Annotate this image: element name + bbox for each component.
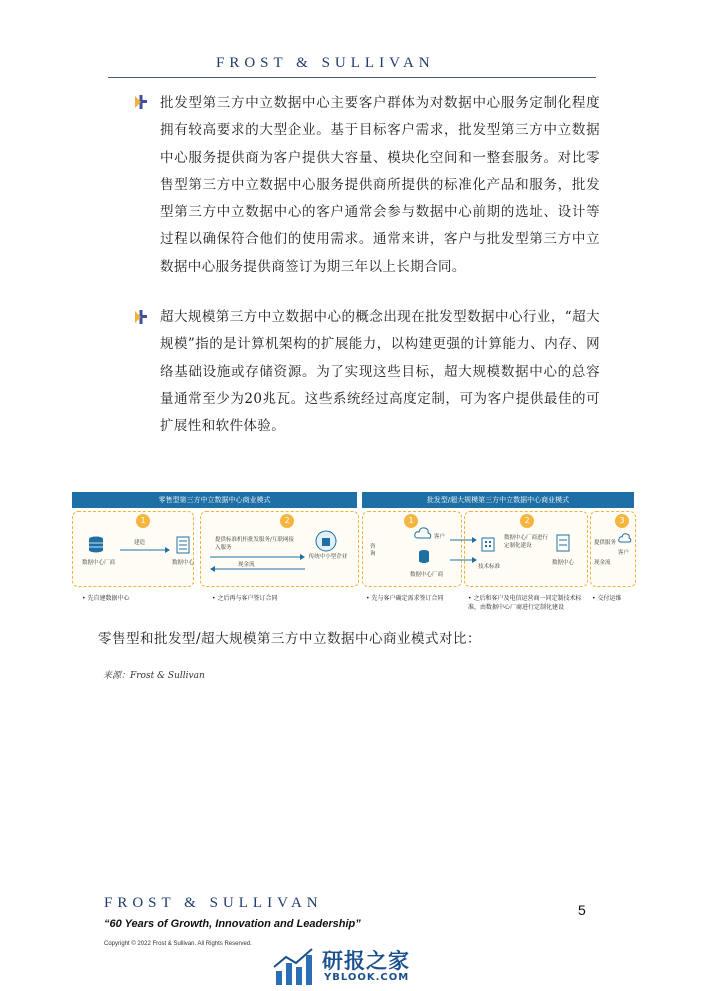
wholesale-note-2: • 之后和客户及电信运营商一同定制技术标准，由数据中心厂商进行定制化建设 <box>468 595 582 611</box>
tech-standard-label: 技术标准 <box>478 564 501 570</box>
retail-note-1: • 先自建数据中心 <box>82 595 130 602</box>
footer-tagline: “60 Years of Growth, Innovation and Leadership” <box>104 918 361 930</box>
provide-service-label: 提供服务 <box>594 540 617 546</box>
sme-label: 传统中小型企业 <box>308 554 348 560</box>
bullet-icon <box>134 95 148 109</box>
dc-vendor-label: 数据中心厂商 <box>410 572 444 578</box>
cashflow-label: 现金流 <box>594 560 611 566</box>
build-label: 建造 <box>134 540 146 546</box>
server-icon <box>556 534 570 552</box>
paragraph-wholesale: 批发型第三方中立数据中心主要客户群体为对数据中心服务定制化程度拥有较高要求的大型企业。基于目标客户需求，批发型第三方中立数据中心服务提供商为客户提供大容量、模块化空间和一整套服务。对比零售型第三方中立数据中心服务提供商所提供的标准化产品和服务，批发型第三方中立数据中心的客户通常会参与数据中心前期的选址、设计等过程以确保符合他们的使用需求。通常来讲，客户与批发型第三方中立数据中心服务提供商签订为期三年以上长期合同。 <box>160 95 600 275</box>
cloud-customer-icon <box>618 532 632 544</box>
database-icon <box>418 550 430 564</box>
wholesale-step3-panel <box>590 511 636 587</box>
database-icon <box>88 536 104 554</box>
arrows-icon <box>450 536 478 566</box>
retail-model-title: 零售型第三方中立数据中心商业模式 <box>72 492 357 508</box>
paragraph-hyperscale: 超大规模第三方中立数据中心的概念出现在批发型数据中心行业，“超大规模”指的是计算机架构的扩展能力，以构建更强的计算能力、内存、网络基础设施或存储资源。为了实现这些目标，超大规模数据中心的总容量通常至少为20兆瓦。这些系统经过高度定制，可为客户提供最佳的可扩展性和软件体验。 <box>160 309 600 435</box>
page-number: 5 <box>578 902 586 918</box>
advise-label: 咨询 <box>370 544 376 557</box>
footer-copyright: Copyright © 2022 Frost & Sullivan. All Rights Reserved. <box>104 941 252 947</box>
custom-build-label: 数据中心厂商进行定制化建设 <box>504 535 549 549</box>
header-brand: FROST & SULLIVAN <box>216 55 435 71</box>
datacenter-label: 数据中心 <box>552 560 575 566</box>
step-1-badge: 1 <box>404 514 418 528</box>
cashflow-label: 现金流 <box>238 562 255 568</box>
customer-label: 客户 <box>434 534 446 540</box>
service-label: 提供标准机柜批发服务/互联网接入服务 <box>215 537 294 551</box>
step-2-badge: 2 <box>280 514 294 528</box>
step-3-badge: 3 <box>615 514 629 528</box>
wholesale-model-title: 批发型/超大规模第三方中立数据中心商业模式 <box>362 492 634 508</box>
server-icon <box>176 536 190 554</box>
figure-caption: 零售型和批发型/超大规模第三方中立数据中心商业模式对比： <box>98 631 482 647</box>
retail-note-2: • 之后再与客户签订合同 <box>212 595 278 602</box>
building-icon <box>480 536 496 552</box>
watermark-logo-icon <box>272 947 316 987</box>
business-model-diagram <box>72 492 634 614</box>
dc-vendor-label: 数据中心厂商 <box>82 560 116 566</box>
cloud-customer-icon <box>414 526 432 540</box>
watermark <box>272 945 442 989</box>
arrow-icon <box>120 547 170 553</box>
watermark-text-cn: 研报之家 <box>322 949 410 973</box>
bullet-icon <box>134 310 148 324</box>
datacenter-label: 数据中心 <box>172 560 195 566</box>
watermark-text-en: YBLOOK.COM <box>324 972 410 983</box>
step-1-badge: 1 <box>136 514 150 528</box>
footer-brand: FROST & SULLIVAN <box>104 895 323 911</box>
flow-arrows-icon <box>210 554 305 572</box>
step-2-badge: 2 <box>520 514 534 528</box>
wholesale-note-3: • 交付运维 <box>592 595 622 602</box>
enterprise-icon <box>315 530 337 552</box>
source-note: 来源：Frost & Sullivan <box>103 671 205 681</box>
customer-label: 客户 <box>618 550 630 556</box>
wholesale-note-1: • 先与客户确定需求签订合同 <box>366 595 444 602</box>
header-divider <box>108 77 596 78</box>
